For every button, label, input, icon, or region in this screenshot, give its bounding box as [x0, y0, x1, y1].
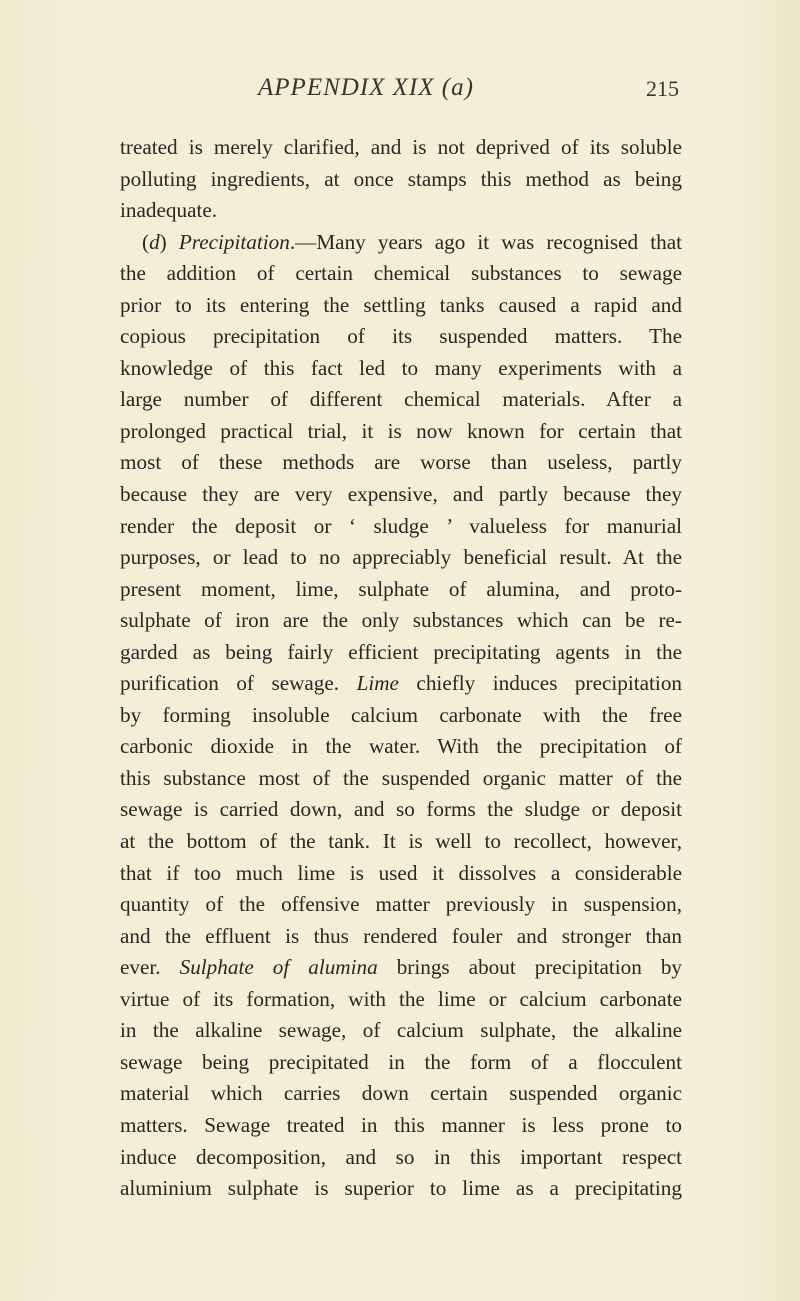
running-head [0, 74, 800, 114]
text-line: sewage is carried down, and so forms the sludge or deposit [120, 797, 682, 822]
text-line: purification of sewage. Lime chiefly induces precipitation [120, 671, 683, 696]
text-line: prior to its entering the settling tanks caused a rapid and [120, 292, 682, 317]
text-line: induce decomposition, and so in this important respect [120, 1144, 682, 1169]
text-line: by forming insoluble calcium carbonate with the free [120, 702, 682, 727]
text-line: matters. Sewage treated in this manner is less prone to [120, 1112, 682, 1137]
text-line: large number of different chemical materials. After a [120, 387, 682, 412]
text-line: treated is merely clarified, and is not deprived of its soluble [120, 135, 682, 159]
page-number: 215 [646, 76, 679, 101]
text-line: copious precipitation of its suspended matters. The [120, 324, 682, 349]
text-line: quantity of the offensive matter previously in suspension, [120, 892, 682, 917]
running-head-title: APPENDIX XIX (a) [258, 74, 474, 101]
body-text [120, 132, 682, 1205]
text-line: material which carries down certain suspended organic [120, 1081, 682, 1106]
text-line: most of these methods are worse than useless, partly [120, 450, 682, 475]
text-line: prolonged practical trial, it is now known for certain that [120, 418, 682, 443]
text-line: sulphate of iron are the only substances which can be re- [120, 608, 682, 633]
text-line: ever. Sulphate of alumina brings about precipitation by [120, 955, 683, 980]
text-line: aluminium sulphate is superior to lime as a precipitating [120, 1176, 682, 1201]
text-line: that if too much lime is used it dissolves a considerable [120, 860, 682, 885]
text-line: and the effluent is thus rendered fouler and stronger than [120, 923, 682, 948]
text-line: the addition of certain chemical substances to sewage [120, 261, 682, 286]
text-line: render the deposit or ‘ sludge ’ valueless for manurial [120, 513, 682, 538]
text-line: garded as being fairly efficient precipitating agents in the [120, 639, 682, 664]
text-line: present moment, lime, sulphate of alumina, and proto- [120, 576, 682, 601]
text-line: knowledge of this fact led to many experiments with a [120, 355, 682, 380]
text-line: inadequate. [120, 198, 218, 223]
text-line: polluting ingredients, at once stamps this method as being [120, 166, 682, 191]
text-line: purposes, or lead to no appreciably beneficial result. At the [120, 545, 682, 570]
text-line: in the alkaline sewage, of calcium sulphate, the alkaline [120, 1018, 682, 1043]
text-line: carbonic dioxide in the water. With the precipitation of [120, 734, 682, 759]
text-line: sewage being precipitated in the form of a flocculent [120, 1049, 682, 1074]
text-line: at the bottom of the tank. It is well to recollect, however, [120, 829, 682, 854]
text-line: because they are very expensive, and partly because they [120, 482, 682, 507]
text-line: this substance most of the suspended organic matter of the [120, 765, 682, 790]
text-line: (d) Precipitation.—Many years ago it was recognised that [142, 229, 682, 254]
text-line: virtue of its formation, with the lime or calcium carbonate [120, 986, 682, 1011]
